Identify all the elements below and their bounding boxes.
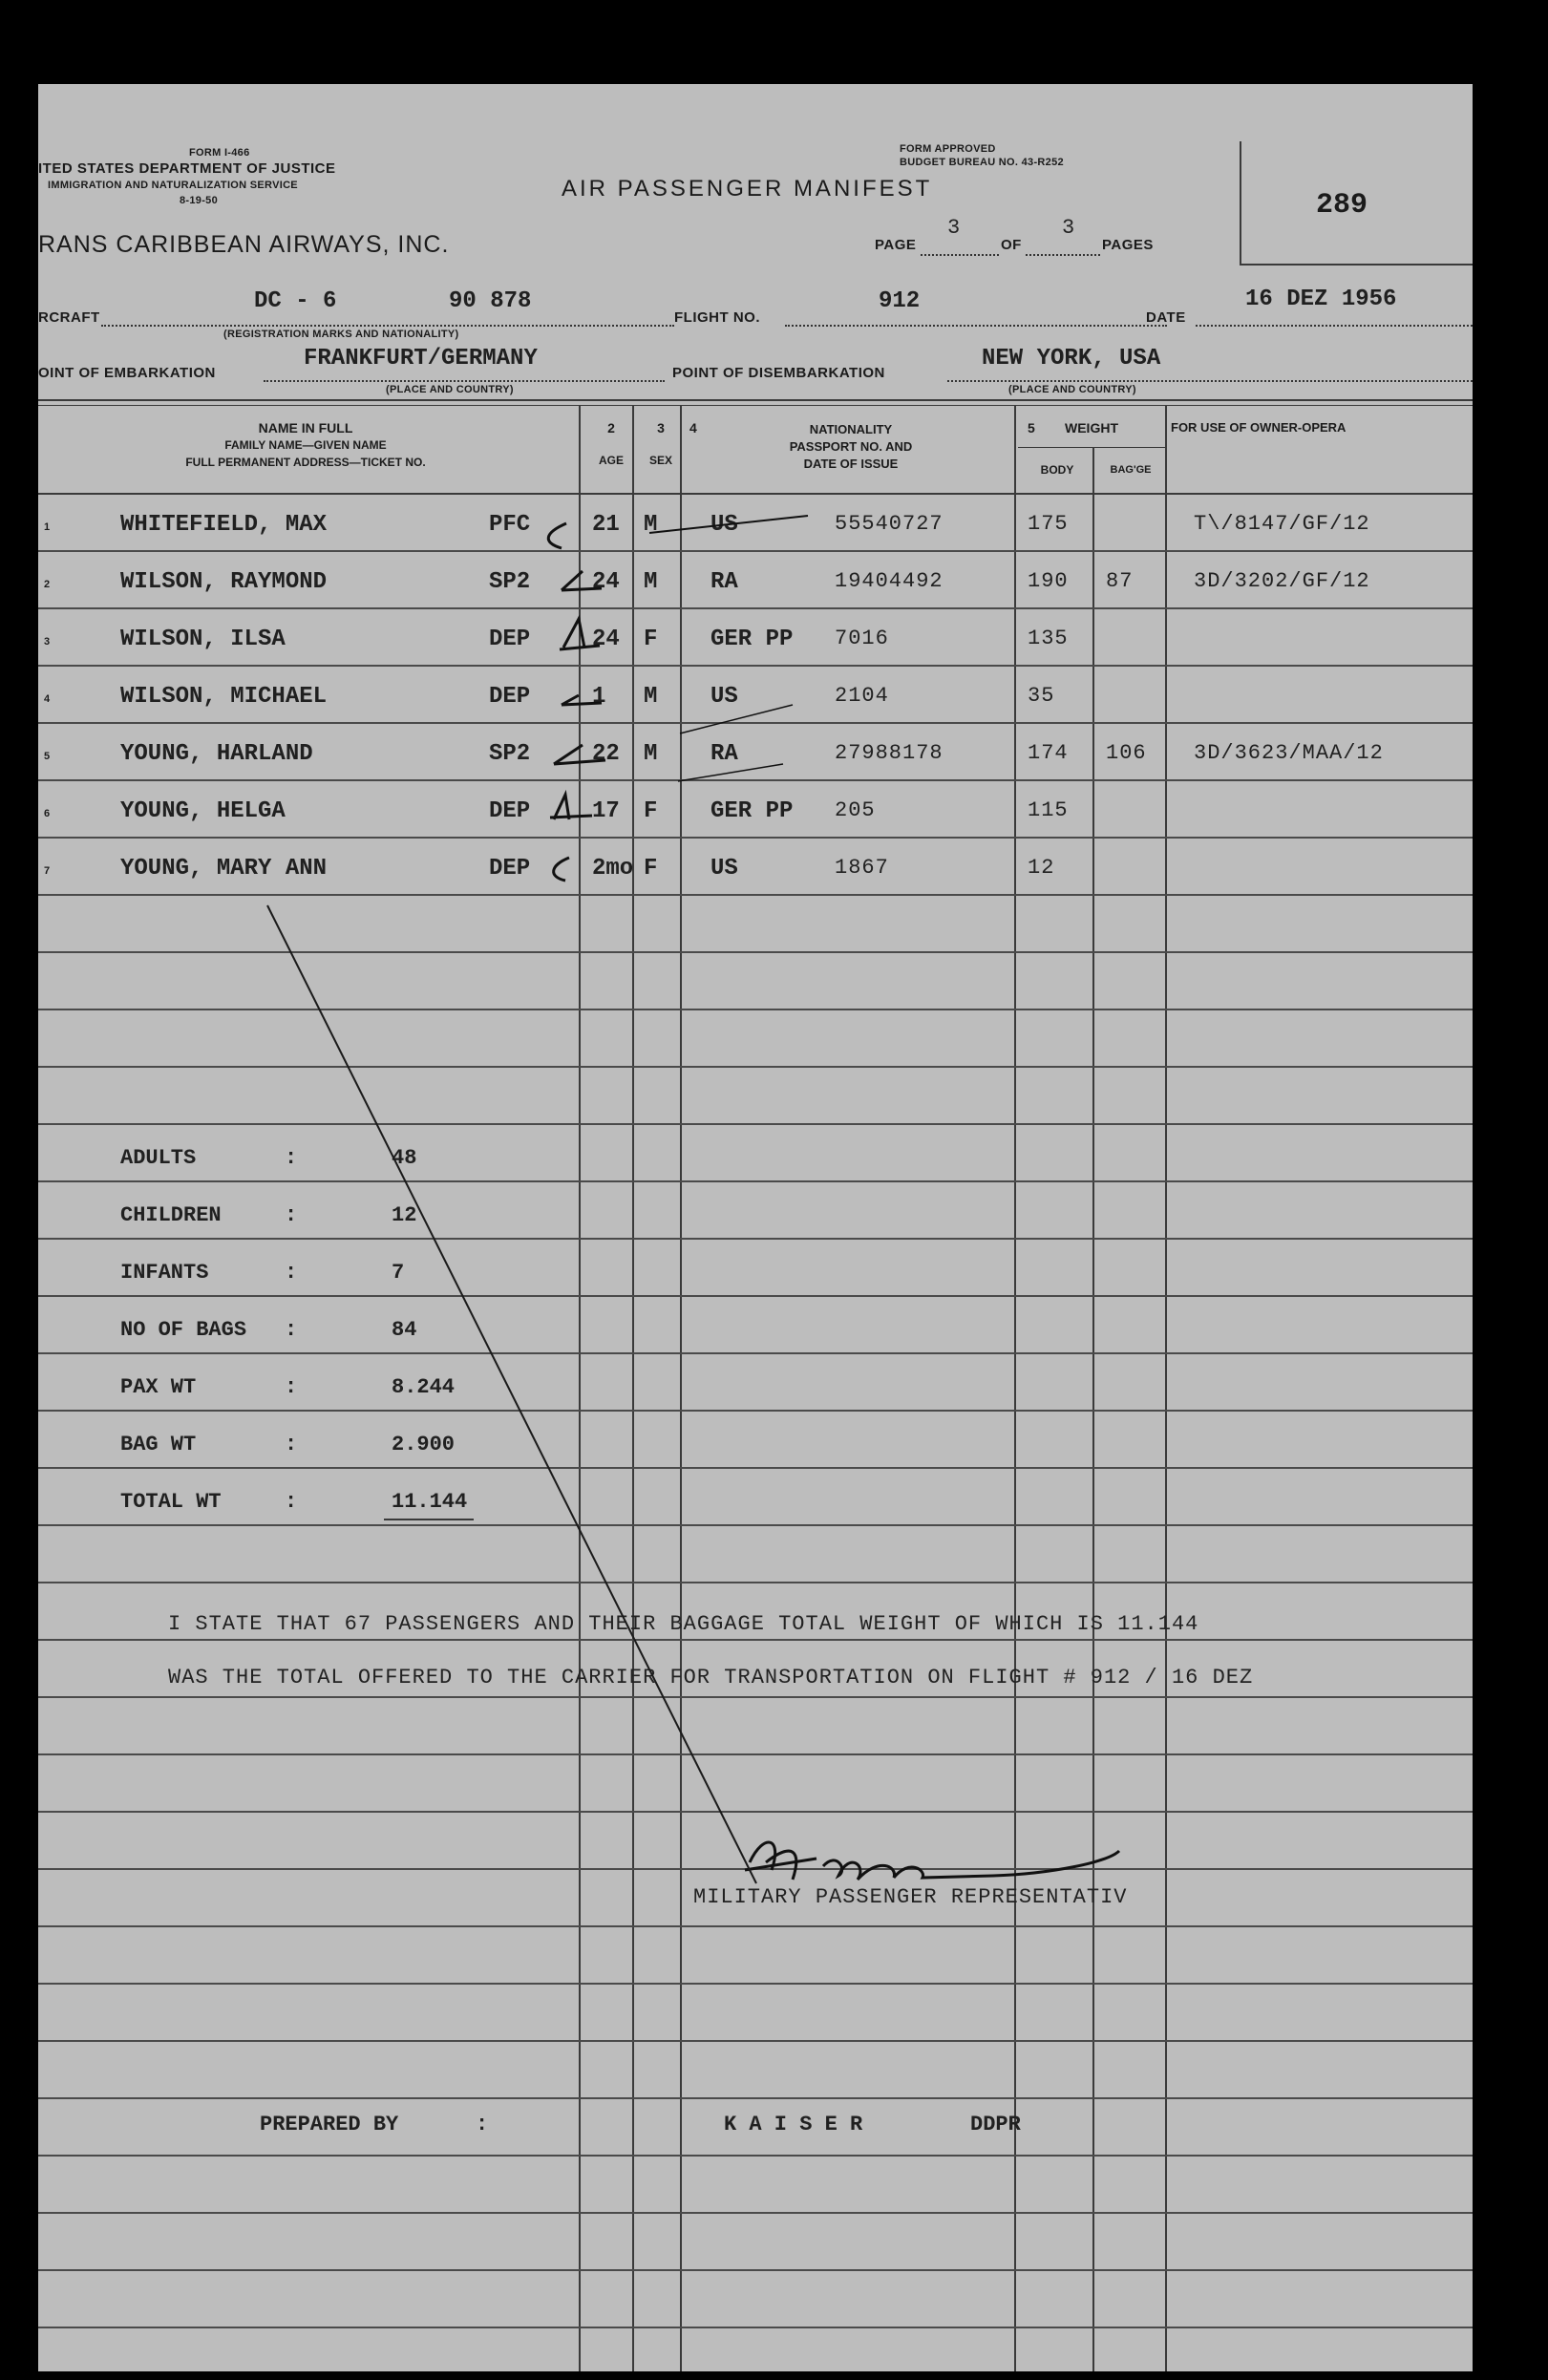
passenger-body: 115 bbox=[1028, 798, 1069, 822]
passenger-nat: RA bbox=[710, 569, 738, 595]
passenger-sex: F bbox=[644, 798, 658, 824]
passenger-body: 135 bbox=[1028, 627, 1069, 650]
total-label: PAX WT bbox=[120, 1375, 197, 1399]
page-value: 3 bbox=[947, 216, 962, 240]
passenger-type: DEP bbox=[489, 856, 531, 882]
passenger-name: WILSON, ILSA bbox=[120, 627, 286, 652]
passenger-age: 2mo bbox=[592, 856, 634, 882]
col-weight: WEIGHT bbox=[1065, 420, 1118, 436]
passenger-type: DEP bbox=[489, 798, 531, 824]
total-sep: : bbox=[285, 1318, 298, 1342]
passenger-age: 22 bbox=[592, 741, 620, 767]
passenger-owner: 3D/3623/MAA/12 bbox=[1194, 741, 1384, 765]
strike-through-line bbox=[267, 905, 756, 1883]
passenger-age: 1 bbox=[592, 684, 606, 710]
of-label: OF bbox=[1001, 237, 1022, 253]
total-value: 2.900 bbox=[392, 1433, 456, 1456]
passenger-name: YOUNG, HARLAND bbox=[120, 741, 313, 767]
passenger-passport: 1867 bbox=[835, 856, 889, 880]
passenger-type: DEP bbox=[489, 684, 531, 710]
passenger-sex: M bbox=[644, 741, 658, 767]
prepared-by-sep: : bbox=[476, 2113, 489, 2136]
total-label: ADULTS bbox=[120, 1146, 197, 1170]
passenger-passport: 27988178 bbox=[835, 741, 944, 765]
passenger-nat: US bbox=[710, 856, 738, 882]
passenger-type: DEP bbox=[489, 627, 531, 652]
col-name-address: FULL PERMANENT ADDRESS—TICKET NO. bbox=[185, 456, 426, 469]
passenger-body: 35 bbox=[1028, 684, 1055, 708]
passenger-nat: GER PP bbox=[710, 627, 794, 652]
col-nationality: NATIONALITY bbox=[809, 422, 893, 436]
total-value: 48 bbox=[392, 1146, 417, 1170]
passenger-no: 3 bbox=[44, 636, 51, 648]
passenger-nat: RA bbox=[710, 741, 738, 767]
manifest-title: AIR PASSENGER MANIFEST bbox=[562, 176, 933, 202]
airline-name: RANS CARIBBEAN AIRWAYS, INC. bbox=[38, 231, 450, 258]
passenger-age: 21 bbox=[592, 512, 620, 538]
passenger-name: WHITEFIELD, MAX bbox=[120, 512, 328, 538]
form-approved: FORM APPROVED bbox=[900, 143, 996, 155]
col-name-title: NAME IN FULL bbox=[258, 420, 353, 436]
passenger-age: 24 bbox=[592, 569, 620, 595]
col-nat-num: 4 bbox=[689, 420, 697, 436]
passenger-owner: 3D/3202/GF/12 bbox=[1194, 569, 1370, 593]
passenger-body: 174 bbox=[1028, 741, 1069, 765]
passenger-name: WILSON, RAYMOND bbox=[120, 569, 328, 595]
passenger-bag: 106 bbox=[1106, 741, 1147, 765]
flight-date: 16 DEZ 1956 bbox=[1245, 287, 1397, 312]
total-sep: : bbox=[285, 1261, 298, 1285]
col-owner: FOR USE OF OWNER-OPERA bbox=[1171, 420, 1347, 435]
passenger-no: 7 bbox=[44, 865, 51, 877]
passenger-no: 2 bbox=[44, 579, 51, 590]
passenger-body: 175 bbox=[1028, 512, 1069, 536]
passenger-age: 17 bbox=[592, 798, 620, 824]
passenger-name: WILSON, MICHAEL bbox=[120, 684, 328, 710]
passenger-owner: T\/8147/GF/12 bbox=[1194, 512, 1370, 536]
disembarkation-value: NEW YORK, USA bbox=[982, 346, 1161, 372]
embarkation-value: FRANKFURT/GERMANY bbox=[304, 346, 538, 372]
total-sep: : bbox=[285, 1375, 298, 1399]
total-label: BAG WT bbox=[120, 1433, 197, 1456]
passenger-nat: GER PP bbox=[710, 798, 794, 824]
total-label: TOTAL WT bbox=[120, 1490, 222, 1514]
total-label: CHILDREN bbox=[120, 1203, 222, 1227]
col-issue-date: DATE OF ISSUE bbox=[803, 457, 899, 471]
passenger-sex: M bbox=[644, 512, 658, 538]
prepared-by-label: PREPARED BY bbox=[260, 2113, 399, 2136]
agency-line: ITED STATES DEPARTMENT OF JUSTICE bbox=[38, 160, 336, 177]
passenger-passport: 2104 bbox=[835, 684, 889, 708]
registration-caption: (REGISTRATION MARKS AND NATIONALITY) bbox=[223, 329, 459, 340]
flight-label: FLIGHT NO. bbox=[674, 309, 760, 326]
col-sex-num: 3 bbox=[657, 420, 665, 436]
passenger-no: 4 bbox=[44, 693, 51, 705]
aircraft-type: DC - 6 bbox=[254, 288, 337, 314]
passenger-sex: F bbox=[644, 627, 658, 652]
passenger-type: PFC bbox=[489, 512, 531, 538]
passenger-sex: M bbox=[644, 684, 658, 710]
total-sep: : bbox=[285, 1433, 298, 1456]
passenger-no: 5 bbox=[44, 751, 51, 762]
total-value: 8.244 bbox=[392, 1375, 456, 1399]
signature-title: MILITARY PASSENGER REPRESENTATIV bbox=[693, 1885, 1128, 1909]
passenger-no: 6 bbox=[44, 808, 51, 819]
disembarkation-label: POINT OF DISEMBARKATION bbox=[672, 365, 885, 381]
total-label: NO OF BAGS bbox=[120, 1318, 247, 1342]
statement-line-1: I STATE THAT 67 PASSENGERS AND THEIR BAGGAGE TOTAL WEIGHT OF WHICH IS 11.144 bbox=[168, 1612, 1199, 1636]
total-sep: : bbox=[285, 1490, 298, 1514]
col-baggage: BAG'GE bbox=[1110, 464, 1152, 476]
passenger-sex: M bbox=[644, 569, 658, 595]
page-label: PAGE bbox=[875, 237, 917, 253]
col-sex: SEX bbox=[648, 454, 672, 467]
flight-number: 912 bbox=[879, 288, 921, 314]
passenger-age: 24 bbox=[592, 627, 620, 652]
passenger-sex: F bbox=[644, 856, 658, 882]
total-value: 7 bbox=[392, 1261, 405, 1285]
col-age-num: 2 bbox=[607, 420, 615, 436]
embarkation-label: OINT OF EMBARKATION bbox=[38, 365, 216, 381]
total-value: 84 bbox=[392, 1318, 417, 1342]
col-passport: PASSPORT NO. AND bbox=[789, 439, 913, 454]
col-name-sub: FAMILY NAME—GIVEN NAME bbox=[224, 438, 387, 452]
total-value: 11.144 bbox=[392, 1490, 468, 1514]
col-age: AGE bbox=[598, 454, 624, 467]
date-label: DATE bbox=[1146, 309, 1186, 326]
of-value: 3 bbox=[1062, 216, 1076, 240]
passenger-passport: 205 bbox=[835, 798, 876, 822]
statement-line-2: WAS THE TOTAL OFFERED TO THE CARRIER FOR TRANSPORTATION ON FLIGHT # 912 / 16 DEZ bbox=[168, 1666, 1254, 1689]
passenger-body: 190 bbox=[1028, 569, 1069, 593]
passenger-body: 12 bbox=[1028, 856, 1055, 880]
passenger-nat: US bbox=[710, 684, 738, 710]
budget-bureau: BUDGET BUREAU NO. 43-R252 bbox=[900, 157, 1064, 168]
embarkation-caption: (PLACE AND COUNTRY) bbox=[386, 384, 514, 395]
total-sep: : bbox=[285, 1203, 298, 1227]
disembarkation-caption: (PLACE AND COUNTRY) bbox=[1008, 384, 1136, 395]
aircraft-label: RCRAFT bbox=[38, 309, 100, 326]
col-weight-num: 5 bbox=[1028, 420, 1035, 436]
handwritten-signature bbox=[745, 1842, 1119, 1880]
passenger-type: SP2 bbox=[489, 741, 531, 767]
signature-and-strike bbox=[38, 84, 1473, 2371]
manifest-sheet bbox=[38, 84, 1473, 2371]
passenger-type: SP2 bbox=[489, 569, 531, 595]
form-number: FORM I-466 bbox=[189, 147, 250, 159]
passenger-nat: US bbox=[710, 512, 738, 538]
page-stamp: 289 bbox=[1316, 189, 1368, 222]
col-body: BODY bbox=[1040, 463, 1074, 477]
handwritten-checkmarks bbox=[548, 516, 808, 881]
prepared-by-name: K A I S E R bbox=[724, 2113, 863, 2136]
passenger-name: YOUNG, MARY ANN bbox=[120, 856, 328, 882]
aircraft-registration: 90 878 bbox=[449, 288, 532, 314]
passenger-bag: 87 bbox=[1106, 569, 1134, 593]
passenger-no: 1 bbox=[44, 521, 51, 533]
passenger-passport: 7016 bbox=[835, 627, 889, 650]
prepared-by-org: DDPR bbox=[970, 2113, 1021, 2136]
passenger-passport: 55540727 bbox=[835, 512, 944, 536]
passenger-name: YOUNG, HELGA bbox=[120, 798, 286, 824]
passenger-passport: 19404492 bbox=[835, 569, 944, 593]
agency-service: IMMIGRATION AND NATURALIZATION SERVICE bbox=[48, 180, 298, 191]
total-value: 12 bbox=[392, 1203, 417, 1227]
total-sep: : bbox=[285, 1146, 298, 1170]
pages-label: PAGES bbox=[1102, 237, 1154, 253]
form-date: 8-19-50 bbox=[180, 195, 219, 206]
total-label: INFANTS bbox=[120, 1261, 209, 1285]
